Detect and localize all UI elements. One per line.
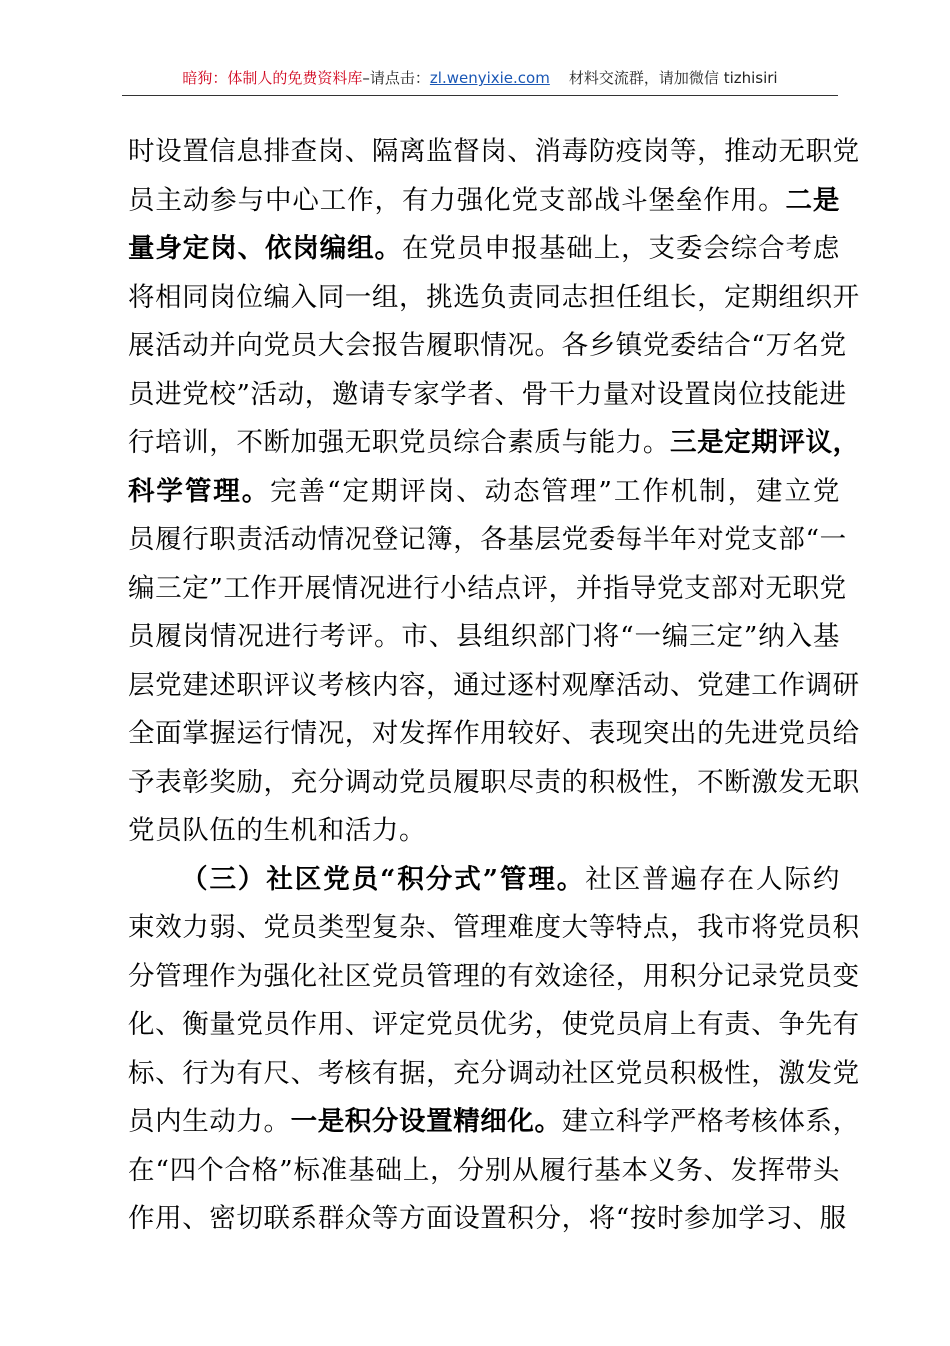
text-line: 将相同岗位编入同一组，挑选负责同志担任组长，定期组织开 — [128, 281, 860, 313]
bold-run: 二是 — [785, 184, 840, 216]
text-run: 社区普遍存在人际约 — [585, 863, 840, 895]
text-line: 予表彰奖励，充分调动党员履职尽责的积极性，不断激发无职 — [128, 766, 860, 798]
text-line: 标、行为有尺、考核有据，充分调动社区党员积极性，激发党 — [128, 1057, 860, 1089]
page-header — [122, 64, 838, 92]
text-run: 完善“定期评岗、动态管理”工作机制，建立党 — [270, 475, 841, 507]
text-line: 展活动并向党员大会报告履职情况。各乡镇党委结合“万名党 — [128, 330, 847, 361]
text-line — [128, 177, 840, 226]
bold-run: 科学管理。 — [128, 475, 271, 507]
text-line — [128, 419, 860, 468]
text-line: 束效力弱、党员类型复杂、管理难度大等特点，我市将党员积 — [128, 912, 860, 943]
text-line: 时设置信息排查岗、隔离监督岗、消毒防疫岗等，推动无职党 — [128, 136, 860, 167]
text-line: 员履岗情况进行考评。市、县组织部门将“一编三定”纳入基 — [128, 621, 840, 652]
bold-run: 一是积分设置精细化。 — [290, 1106, 562, 1137]
text-line: 在“四个合格”标准基础上，分别从履行基本义务、发挥带头 — [128, 1154, 840, 1186]
text-run: 员主动参与中心工作，有力强化党支部战斗堡垒作用。 — [128, 184, 786, 216]
header-divider — [122, 95, 838, 96]
bold-run: 量身定岗、依岗编组。 — [128, 233, 402, 264]
header-wechat: 材料交流群，请加微信 tizhisiri — [568, 69, 778, 87]
text-line: 分管理作为强化社区党员管理的有效途径，用积分记录党员变 — [128, 960, 860, 992]
paragraph-2 — [128, 856, 860, 1244]
text-line — [128, 856, 840, 905]
text-line: 员进党校”活动，邀请专家学者、骨干力量对设置岗位技能进 — [128, 378, 847, 410]
bold-run: 三是定期评议， — [670, 427, 860, 458]
text-line: 全面掌握运行情况，对发挥作用较好、表现突出的先进党员给 — [128, 718, 860, 749]
text-line: 编三定”工作开展情况进行小结点评，并指导党支部对无职党 — [128, 572, 847, 604]
header-url-link[interactable]: zl.wenyixie.com — [429, 69, 550, 87]
header-brand: 暗狗：体制人的免费资料库 — [182, 69, 363, 87]
text-run: 行培训，不断加强无职党员综合素质与能力。 — [128, 427, 670, 458]
text-line — [128, 468, 840, 517]
section-heading: （三）社区党员“积分式”管理。 — [181, 863, 586, 895]
document-body — [128, 128, 860, 1244]
text-run: 建立科学严格考核体系， — [561, 1106, 860, 1137]
text-line — [128, 1098, 860, 1147]
text-run: 在党员申报基础上，支委会综合考虑 — [401, 233, 841, 264]
text-line — [128, 225, 840, 274]
text-line: 化、衡量党员作用、评定党员优劣，使党员肩上有责、争先有 — [128, 1009, 860, 1040]
text-run: 员内生动力。 — [128, 1106, 291, 1137]
paragraph-1 — [128, 128, 860, 856]
text-line: 作用、密切联系群众等方面设置积分，将“按时参加学习、服 — [128, 1203, 847, 1234]
text-line: 员履行职责活动情况登记簿，各基层党委每半年对党支部“一 — [128, 524, 847, 555]
text-line: 层党建述职评议考核内容，通过逐村观摩活动、党建工作调研 — [128, 669, 860, 701]
text-line: 党员队伍的生机和活力。 — [128, 815, 427, 846]
header-link-prefix: –请点击： — [362, 69, 430, 87]
